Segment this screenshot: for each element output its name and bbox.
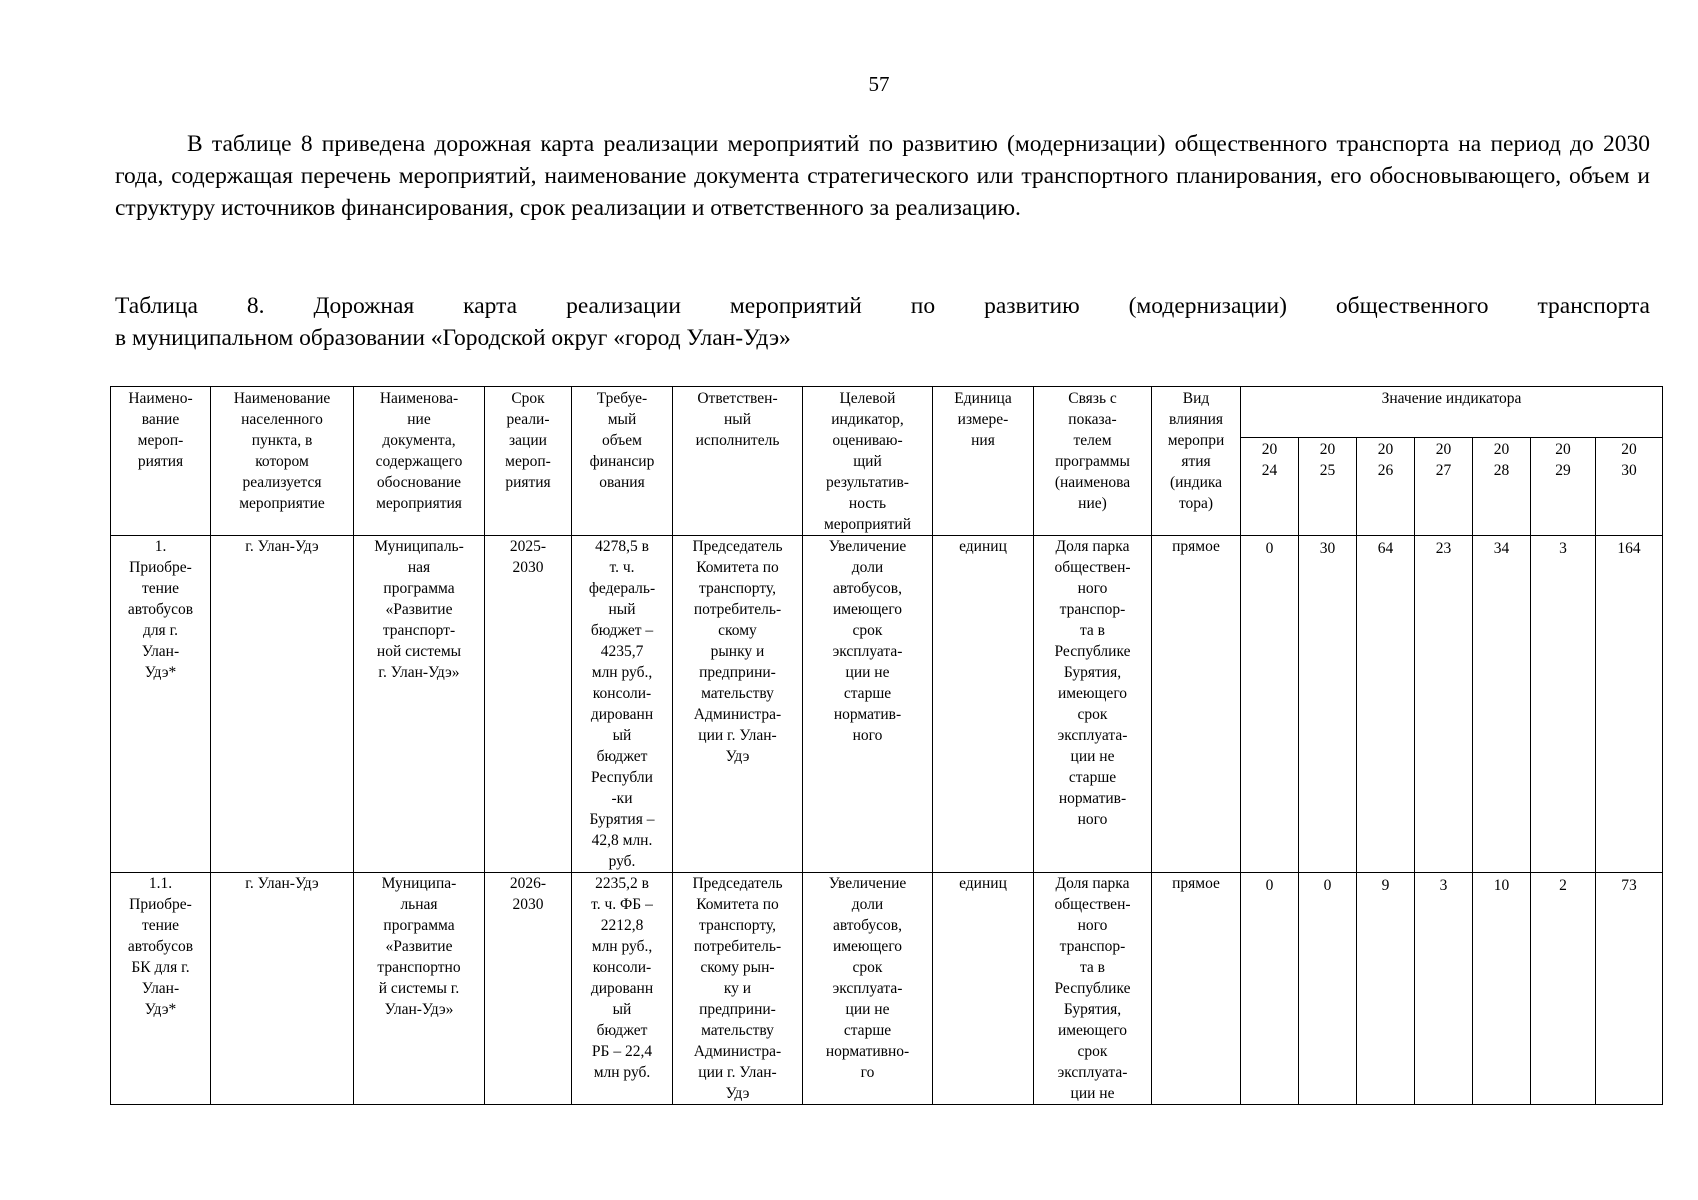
header-year: 20 24	[1241, 438, 1299, 536]
cell-link: Доля парка обществен- ного транспор- та в Республике Бурятия, имеющего срок эксплуата- ции не	[1034, 873, 1152, 1105]
cell-responsible: Председатель Комитета по транспорту, потребитель- скому рынку и предприни- мательству Администра- ции г. Улан- Удэ	[673, 536, 803, 873]
cell-link: Доля парка обществен- ного транспор- та в Республике Бурятия, имеющего срок эксплуата- ции не старше норматив- ного	[1034, 536, 1152, 873]
header-term: Срок реали- зации мероп- риятия	[485, 387, 572, 536]
cell-value-2025: 30	[1299, 536, 1357, 873]
header-unit: Единица измере- ния	[933, 387, 1034, 536]
cell-event: 1.1. Приобре- тение автобусов БК для г. Улан- Удэ*	[111, 873, 211, 1105]
header-year: 20 28	[1473, 438, 1531, 536]
header-indicator: Целевой индикатор, оцениваю- щий результатив- ность мероприятий	[803, 387, 933, 536]
cell-value-2024: 0	[1241, 873, 1299, 1105]
cell-value-2030: 73	[1596, 873, 1663, 1105]
cell-value-2030: 164	[1596, 536, 1663, 873]
cell-value-2024: 0	[1241, 536, 1299, 873]
table-header-row	[111, 387, 1663, 438]
header-locality: Наименование населенного пункта, в котором реализуется мероприятие	[211, 387, 354, 536]
intro-paragraph: В таблице 8 приведена дорожная карта реализации мероприятий по развитию (модернизации) общественного транспорта на период до 2030 года, содержащая перечень мероприятий, наименование документа стратегического или транспортного планирования, его обосновывающего, объем и структуру источников финансирования, срок реализации и ответственного за реализацию.	[115, 131, 1650, 221]
cell-value-2029: 2	[1531, 873, 1596, 1105]
header-event: Наимено- вание мероп- риятия	[111, 387, 211, 536]
table-row	[111, 873, 1663, 1105]
cell-term: 2026- 2030	[485, 873, 572, 1105]
cell-unit: единиц	[933, 536, 1034, 873]
table-caption-line-1: Таблица 8. Дорожная карта реализации мероприятий по развитию (модернизации) общественного транспорта	[115, 293, 1650, 319]
table-caption-line-2: в муниципальном образовании «Городской округ «город Улан-Удэ»	[115, 325, 791, 351]
header-document: Наименова- ние документа, содержащего обоснование мероприятия	[354, 387, 485, 536]
cell-value-2026: 9	[1357, 873, 1415, 1105]
header-year: 20 25	[1299, 438, 1357, 536]
cell-indicator: Увеличение доли автобусов, имеющего срок эксплуата- ции не старше нормативно- го	[803, 873, 933, 1105]
header-link: Связь с показа- телем программы (наименова ние)	[1034, 387, 1152, 536]
header-indicator-value: Значение индикатора	[1241, 387, 1663, 438]
cell-value-2027: 23	[1415, 536, 1473, 873]
header-year: 20 27	[1415, 438, 1473, 536]
cell-value-2027: 3	[1415, 873, 1473, 1105]
cell-responsible: Председатель Комитета по транспорту, потребитель- скому рын- ку и предприни- мательству Администра- ции г. Улан- Удэ	[673, 873, 803, 1105]
cell-term: 2025- 2030	[485, 536, 572, 873]
cell-value-2029: 3	[1531, 536, 1596, 873]
header-funding: Требуе- мый объем финансир ования	[572, 387, 673, 536]
cell-impact: прямое	[1152, 873, 1241, 1105]
cell-value-2028: 34	[1473, 536, 1531, 873]
cell-unit: единиц	[933, 873, 1034, 1105]
cell-document: Муниципаль- ная программа «Развитие транспорт- ной системы г. Улан-Удэ»	[354, 536, 485, 873]
cell-event: 1. Приобре- тение автобусов для г. Улан- Удэ*	[111, 536, 211, 873]
cell-value-2028: 10	[1473, 873, 1531, 1105]
roadmap-table	[110, 386, 1663, 1105]
cell-locality: г. Улан-Удэ	[211, 873, 354, 1105]
header-impact: Вид влияния меропри ятия (индика тора)	[1152, 387, 1241, 536]
header-year: 20 26	[1357, 438, 1415, 536]
cell-value-2026: 64	[1357, 536, 1415, 873]
cell-funding: 4278,5 в т. ч. федераль- ный бюджет – 4235,7 млн руб., консоли- дированн ый бюджет Республи -ки Бурятия – 42,8 млн. руб.	[572, 536, 673, 873]
cell-document: Муниципа- льная программа «Развитие транспортно й системы г. Улан-Удэ»	[354, 873, 485, 1105]
cell-locality: г. Улан-Удэ	[211, 536, 354, 873]
cell-value-2025: 0	[1299, 873, 1357, 1105]
table-row	[111, 536, 1663, 873]
cell-funding: 2235,2 в т. ч. ФБ – 2212,8 млн руб., консоли- дированн ый бюджет РБ – 22,4 млн руб.	[572, 873, 673, 1105]
header-year: 20 30	[1596, 438, 1663, 536]
header-year: 20 29	[1531, 438, 1596, 536]
table-caption	[115, 290, 1650, 354]
cell-impact: прямое	[1152, 536, 1241, 873]
cell-indicator: Увеличение доли автобусов, имеющего срок эксплуата- ции не старше норматив- ного	[803, 536, 933, 873]
page-number: 57	[868, 72, 890, 96]
header-responsible: Ответствен- ный исполнитель	[673, 387, 803, 536]
